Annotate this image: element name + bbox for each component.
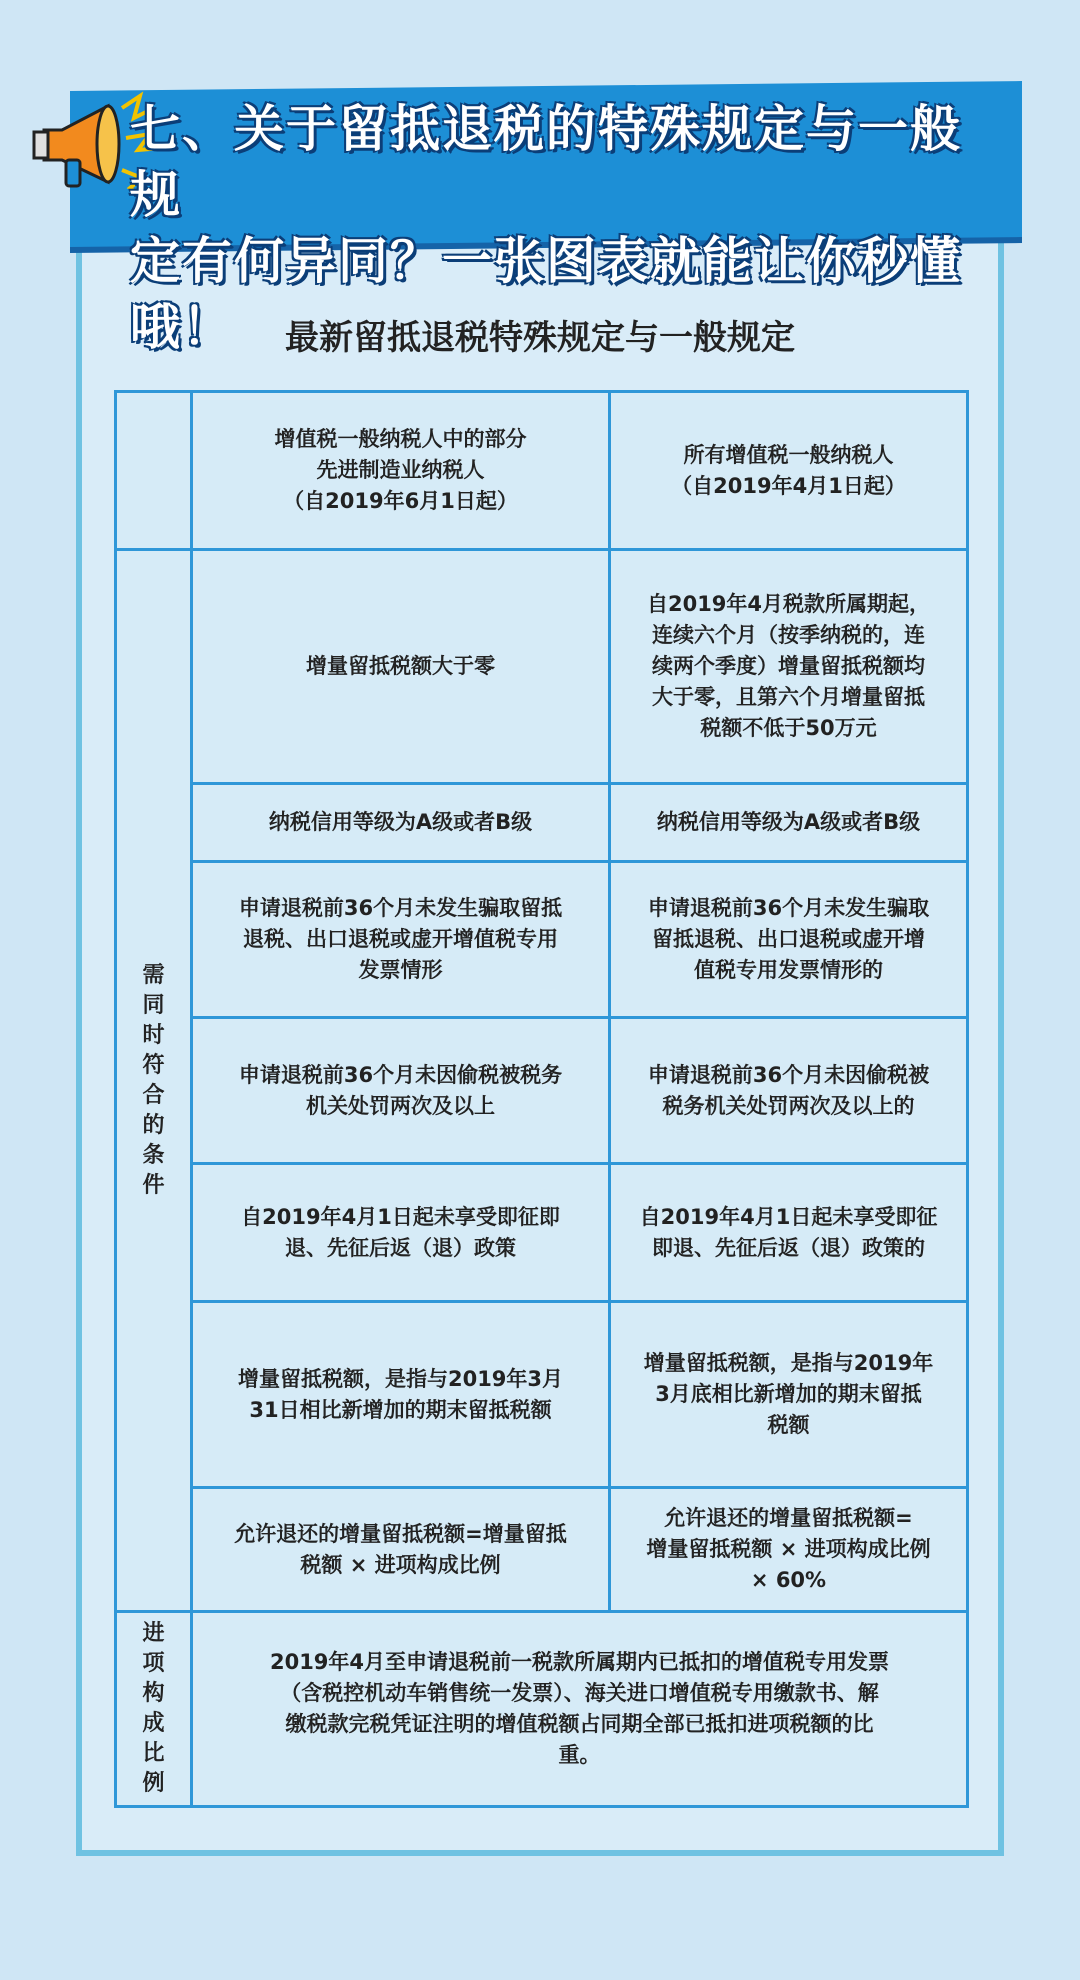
row-general: 申请退税前36个月未因偷税被 税务机关处罚两次及以上的: [610, 1018, 968, 1164]
conditions-label-cell: [116, 550, 192, 1612]
header-special: 增值税一般纳税人中的部分 先进制造业纳税人 （自2019年6月1日起）: [192, 392, 610, 550]
table-row: [116, 1018, 968, 1164]
row-general: 自2019年4月税款所属期起， 连续六个月（按季纳税的，连 续两个季度）增量留抵税额均 大于零，且第六个月增量留抵 税额不低于50万元: [610, 550, 968, 784]
row-special: 自2019年4月1日起未享受即征即 退、先征后返（退）政策: [192, 1164, 610, 1302]
ratio-text-cell: [192, 1612, 968, 1807]
row-special: 增量留抵税额，是指与2019年3月 31日相比新增加的期末留抵税额: [192, 1302, 610, 1488]
corner-cell: [116, 392, 192, 550]
header-row: [116, 392, 968, 550]
banner-title-line1: 七、关于留抵退税的特殊规定与一般规: [130, 100, 962, 224]
ratio-label-cell: [116, 1612, 192, 1807]
row-general: 允许退还的增量留抵税额= 增量留抵税额 × 进项构成比例 × 60%: [610, 1488, 968, 1612]
table-row: [116, 1302, 968, 1488]
ratio-label: 进项构成比例: [142, 1621, 165, 1796]
table-row: [116, 784, 968, 862]
conditions-label: 需同时符合的条件: [142, 962, 165, 1198]
document-title: 最新留抵退税特殊规定与一般规定: [285, 318, 795, 358]
row-general: 申请退税前36个月未发生骗取 留抵退税、出口退税或虚开增 值税专用发票情形的: [610, 862, 968, 1018]
table-row: [116, 1488, 968, 1612]
table-row: [116, 550, 968, 784]
row-special: 纳税信用等级为A级或者B级: [192, 784, 610, 862]
row-special: 申请退税前36个月未发生骗取留抵 退税、出口退税或虚开增值税专用 发票情形: [192, 862, 610, 1018]
row-special: 允许退还的增量留抵税额=增量留抵 税额 × 进项构成比例: [192, 1488, 610, 1612]
row-general: 自2019年4月1日起未享受即征 即退、先征后返（退）政策的: [610, 1164, 968, 1302]
table-row: [116, 1164, 968, 1302]
row-special: 申请退税前36个月未因偷税被税务 机关处罚两次及以上: [192, 1018, 610, 1164]
row-special: 增量留抵税额大于零: [192, 550, 610, 784]
header-general: 所有增值税一般纳税人 （自2019年4月1日起）: [610, 392, 968, 550]
row-general: 纳税信用等级为A级或者B级: [610, 784, 968, 862]
ratio-text: 2019年4月至申请退税前一税款所属期内已抵扣的增值税专用发票 （含税控机动车销售统一发票）、海关进口增值税专用缴款书、解 缴税款完税凭证注明的增值税额占同期全部已抵扣进项税额的比 重。: [269, 1650, 890, 1767]
banner-title-line2: 定有何异同？一张图表就能让你秒懂哦！: [130, 232, 962, 356]
table-row: [116, 862, 968, 1018]
comparison-table: [114, 390, 969, 1808]
row-general: 增量留抵税额，是指与2019年 3月底相比新增加的期末留抵 税额: [610, 1302, 968, 1488]
ratio-row: [116, 1612, 968, 1807]
